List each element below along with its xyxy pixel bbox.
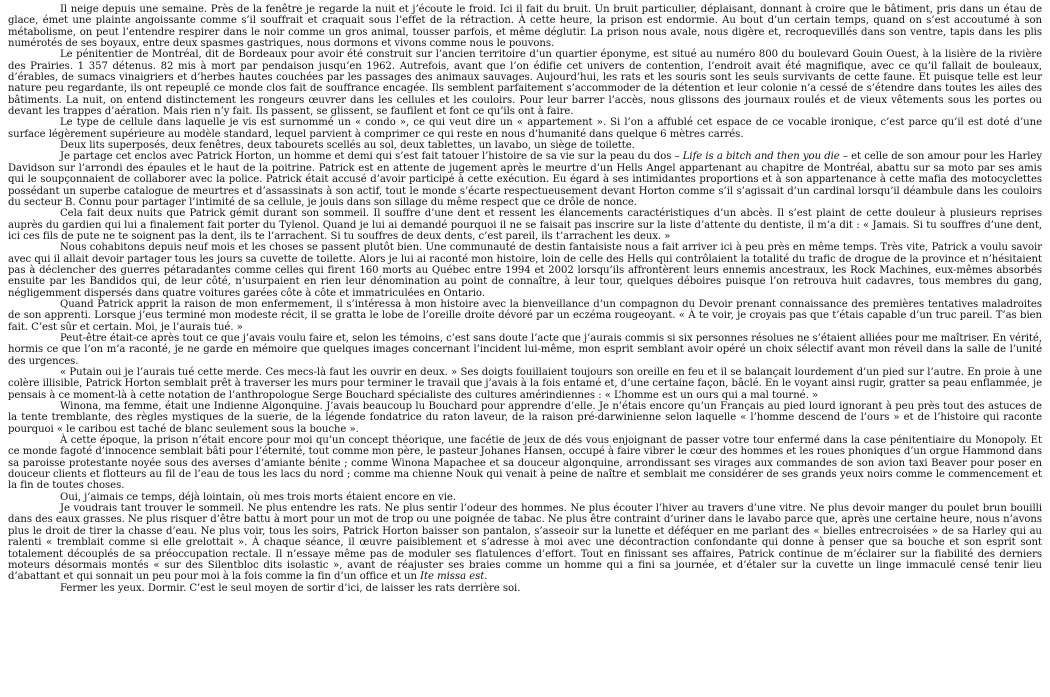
paragraph-5 [8,151,1042,208]
paragraph-11: Winona, ma femme, était une Indienne Algonquine. J’avais beaucoup lu Bouchard pour apprendre d’elle. Je n’étais encore qu’un Français au pied lourd ignorant à peu près tout des astuces de la tente tremblante, des règles mystiques de la suerie, de la légende fondatrice du raton laveur, de la raison pré-darwinienne selon laquelle « l’homme descend de l’ours » et de l’histoire qui raconte pourquoi « le caribou est taché de blanc seulement sous la bouche ». [8,401,1042,435]
paragraph-7: Nous cohabitons depuis neuf mois et les choses se passent plutôt bien. Une communauté de destin fantaisiste nous a fait arriver ici à peu près en même temps. Très vite, Patrick a voulu savoir avec qui il allait devoir partager tous les jours sa cuvette de toilette. Alors je lui ai raconté mon histoire, loin de celle des Hells qui contrôlaient la totalité du trafic de drogue de la province et n’hésitaient pas à déclencher des guerres pétaradantes comme celles qui firent 160 morts au Québec entre 1994 et 2002 lorsqu’ils affrontèrent leurs ennemis ancestraux, les Rock Machines, eux-mêmes absorbés ensuite par les Bandidos qui, de leur côté, n’usurpaient en rien leur dénomination au point de connaître, à leur tour, quelques déboires puisque l’on retrouva huit cadavres, tous membres du gang, négligemment dispersés dans quatre voitures garées côte à côte et immatriculées en Ontario. [8,242,1042,299]
paragraph-4: Deux lits superposés, deux fenêtres, deux tabourets scellés au sol, deux tablettes, un lavabo, un siège de toilette. [60,140,635,152]
paragraph-12: À cette époque, la prison n’était encore pour moi qu’un concept théorique, une facétie de jeux de dés vous enjoignant de passer votre tour enfermé dans la case pénitentiaire du Monopoly. Et ce monde fagoté d’innocence semblait bâti pour l’éternité, tout comme mon père, le pasteur Johanes Hansen, occupé à faire vibrer le cœur des hommes et les roues phoniques d’un orgue Hammond dans sa paroisse protestante noyée sous des averses d’amiante bénite ; comme Winona Mapachee et sa douceur algonquine, arrondissant ses virages aux commandes de son avion taxi Beaver pour poser en douceur clients et flotteurs au fil de l’eau de tous les lacs du nord ; comme ma chienne Nouk qui venait à peine de naître et semblait me considérer de ses grands yeux noirs comme le commencement et la fin de toutes choses. [8,435,1042,492]
paragraph-13: Oui, j’aimais ce temps, déjà lointain, où mes trois morts étaient encore en vie. [60,491,456,503]
paragraph-14-text-b: . [484,571,488,583]
paragraph-5-text-a: Je partage cet enclos avec Patrick Horton, un homme et demi qui s’est fait tatouer l’histoire de sa vie sur la peau du dos – [60,151,683,163]
paragraph-8: Quand Patrick apprit la raison de mon enfermement, il s’intéressa à mon histoire avec la bienveillance d’un compagnon du Devoir prenant connaissance des premières tentatives maladroites de son apprenti. Lorsque j’eus terminé mon modeste récit, il se gratta le lobe de l’oreille droite dévoré par un eczéma rougeoyant. « À te voir, je croyais pas que t’étais capable d’un truc pareil. T’as bien fait. C’est sûr et certain. Moi, je l’aurais tué. » [8,298,1042,333]
closing-paragraph: Fermer les yeux. Dormir. C’est le seul moyen de sortir d’ici, de laisser les rats derrière soi. [60,582,521,594]
tattoo-quote: Life is a bitch and then you die [682,151,840,163]
paragraph-2: Le pénitentier de Montréal, dit de Bordeaux pour avoir été construit sur l’ancien territoire d’un quartier éponyme, est situé au numéro 800 du boulevard Gouin Ouest, à la lisière de la rivière des Prairies. 1 357 détenus. 82 mis à mort par pendaison jusqu’en 1962. Autrefois, avant que l’on édifie cet univers de contention, l’endroit avait été magnifique, avec ce qu’il fallait de bouleaux, d’érables, de sumacs vinaigriers et d’herbes hautes couchées par les passages des animaux sauvages. Aujourd’hui, les rats et les souris sont les seuls survivants de cette faune. Et puisque telle est leur nature peu regardante, ils ont repeuplé ce monde clos fait de souffrance encagée. Ils semblent parfaitement s’accommoder de la détention et leur colonie n’a cessé de s’étendre dans toutes les ailes des bâtiments. La nuit, on entend distinctement les rongeurs œuvrer dans les cellules et les couloirs. Pour leur barrer l’accès, nous glissons des journaux roulés et de vieux vêtements sous les portes ou devant les trappes d’aération. Mais rien n’y fait. Ils passent, se glissent, se faufilent et font ce qu’ils ont à faire. [8,49,1042,118]
paragraph-14-text-a: Je voudrais tant trouver le sommeil. Ne plus entendre les rats. Ne plus sentir l’odeur des hommes. Ne plus écouter l’hiver au travers d’une vitre. Ne plus devoir manger du poulet brun bouilli dans des eaux grasses. Ne plus risquer d’être battu à mort pour un mot de trop ou une poignée de tabac. Ne plus être contraint d’uriner dans le lavabo parce que, après une certaine heure, nous n’avons plus le droit de tirer la chasse d’eau. Ne plus voir, tous les soirs, Patrick Horton baisser son pantalon, s’asseoir sur la lunette et déféquer en me parlant des « bielles entrecroisées » de sa Harley qui au ralenti « tremblait comme si elle grelottait ». À chaque séance, il œuvre paisiblement et s’adresse à moi avec une décontraction confondante qui donne à penser que sa bouche et son esprit sont totalement découplés de sa préoccupation rectale. Il n’essaye même pas de moduler ses flatulences d’effort. Tout en finissant ses affaires, Patrick continue de m’éclairer sur la fiabilité des derniers moteurs désormais montés « sur des Silentbloc dits isolastic », avant de réajuster ses braies comme un homme qui a fini sa journée, et d’étaler sur la cuvette un linge immaculé censé tenir lieu d’abattant et qui sonnait un peu pour moi à la fois comme la fin d’un office et un [8,503,1042,583]
paragraph-3: Le type de cellule dans laquelle je vis est surnommé un « condo », ce qui veut dire un « appartement ». Si l’on a affublé cet espace de ce vocable ironique, c’est parce qu’il est doté d’une surface légèrement supérieure au modèle standard, lequel parvient à comprimer ce qui reste en nous d’humanité dans quelque 6 mètres carrés. [8,117,1042,140]
paragraph-14 [8,503,1042,582]
paragraph-5-text-b: – et celle de son amour pour les Harley Davidson sur l’arrondi des épaules et le haut de la poitrine. Patrick est en attente de jugement après le meurtre d’un Hells Angel appartenant au chapitre de Montréal, abattu sur sa moto par ses amis qui le soupçonnaient de collaborer avec la police. Patrick était accusé d’avoir participé à cette exécution. Eu égard à ses intimidantes proportions et à son appartenance à cette mafia des motocyclettes possédant un superbe catalogue de meurtres et d’assassinats à son actif, tout le monde s’écarte respectueusement devant Horton comme s’il s’agissait d’un cardinal lorsqu’il déambule dans les couloirs du secteur B. Connu pour partager l’intimité de sa cellule, je jouis dans son sillage du même respect que ce drôle de nonce. [8,151,1042,208]
paragraph-9: Peut-être était-ce après tout ce que j’avais voulu faire et, selon les témoins, c’est sans doute l’acte que j’aurais commis si six personnes résolues ne s’étaient alliées pour me maîtriser. En vérité, hormis ce que l’on m’a raconté, je ne garde en mémoire que quelques images concernant l’incident lui-même, mon esprit semblant avoir opéré un choix sélectif avant mon réveil dans la salle de l’unité des urgences. [8,332,1042,367]
latin-phrase: Ite missa est [420,571,485,583]
paragraph-6: Cela fait deux nuits que Patrick gémit durant son sommeil. Il souffre d’une dent et ressent les élancements caractéristiques d’un abcès. Il s’est plaint de cette douleur à plusieurs reprises auprès du gardien qui lui a finalement fait porter du Tylenol. Quand je lui ai demandé pourquoi il ne se faisait pas inscrire sur la liste d’attente du dentiste, il m’a dit : « Jamais. Si tu souffres d’une dent, ici ces fils de pute ne te soignent pas la dent, ils te l’arrachent. Si tu souffres de deux dents, c’est pareil, ils t’arrachent les deux. » [8,208,1042,242]
paragraph-10: « Putain oui je l’aurais tué cette merde. Ces mecs-là faut les ouvrir en deux. » Ses doigts fouillaient toujours son oreille en feu et il se balançait lourdement d’un pied sur l’autre. En proie à une colère illisible, Patrick Horton semblait prêt à traverser les murs pour terminer le travail que j’avais à la fois entamé et, d’une certaine façon, bâclé. En le voyant ainsi rugir, gratter sa peau enflammée, je pensais à ce moment-là à cette notation de l’anthropologue Serge Bouchard spécialiste des cultures amérindiennes : « L’homme est un ours qui a mal tourné. » [8,367,1042,401]
paragraph-1: Il neige depuis une semaine. Près de la fenêtre je regarde la nuit et j’écoute le froid. Ici il fait du bruit. Un bruit particulier, déplaisant, donnant à croire que le bâtiment, pris dans un étau de glace, émet une plainte angoissante comme s’il souffrait et craquait sous l’effet de la rétraction. À cette heure, la prison est endormie. Au bout d’un certain temps, quand on s’est accoutumé à son métabolisme, on peut l’entendre respirer dans le noir comme un gros animal, tousser parfois, et même déglutir. La prison nous avale, nous digère et, recroquevillés dans son ventre, tapis dans les plis numérotés de ses boyaux, entre deux spasmes gastriques, nous dormons et vivons comme nous le pouvons. [8,4,1042,50]
